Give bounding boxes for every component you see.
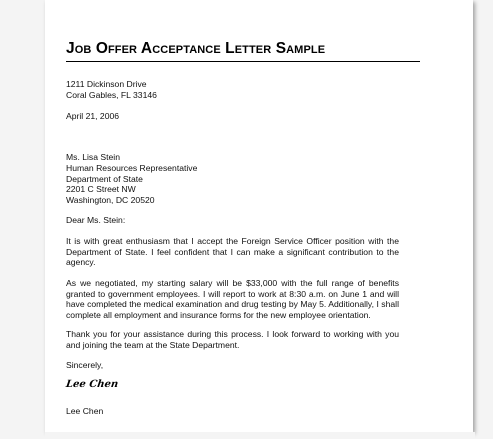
title-underline — [66, 61, 420, 62]
sender-address-line-1: 1211 Dickinson Drive — [66, 79, 147, 89]
recipient-name: Ms. Lisa Stein — [66, 152, 120, 162]
document-page — [45, 0, 473, 432]
paragraph-1: It is with great enthusiasm that I accept the Foreign Service Officer position with the Department of State. I feel confident that I can make a significant contribution to the agency. — [66, 236, 399, 267]
recipient-city: Washington, DC 20520 — [66, 195, 155, 205]
page-bottom-edge — [45, 432, 475, 439]
recipient-title: Human Resources Representative — [66, 163, 198, 173]
handwritten-signature: Lee Chen — [65, 379, 119, 390]
paragraph-2: As we negotiated, my starting salary will be $33,000 with the full range of benefits granted to government employees. I will report to work at 8:30 a.m. on June 1 and will have completed the medical examination and drug testing by May 5. Additionally, I shall complete all employment and insurance forms for the new employee orientation. — [66, 278, 399, 320]
closing: Sincerely, — [66, 360, 104, 370]
salutation: Dear Ms. Stein: — [66, 215, 126, 225]
recipient-street: 2201 C Street NW — [66, 184, 136, 194]
signer-name: Lee Chen — [66, 406, 104, 416]
paragraph-3: Thank you for your assistance during this process. I look forward to working with you and joining the team at the State Department. — [66, 329, 399, 350]
sender-address-line-2: Coral Gables, FL 33146 — [66, 90, 157, 100]
recipient-department: Department of State — [66, 174, 143, 184]
letter-date: April 21, 2006 — [66, 111, 120, 121]
letter-title: Job Offer Acceptance Letter Sample — [66, 40, 326, 57]
